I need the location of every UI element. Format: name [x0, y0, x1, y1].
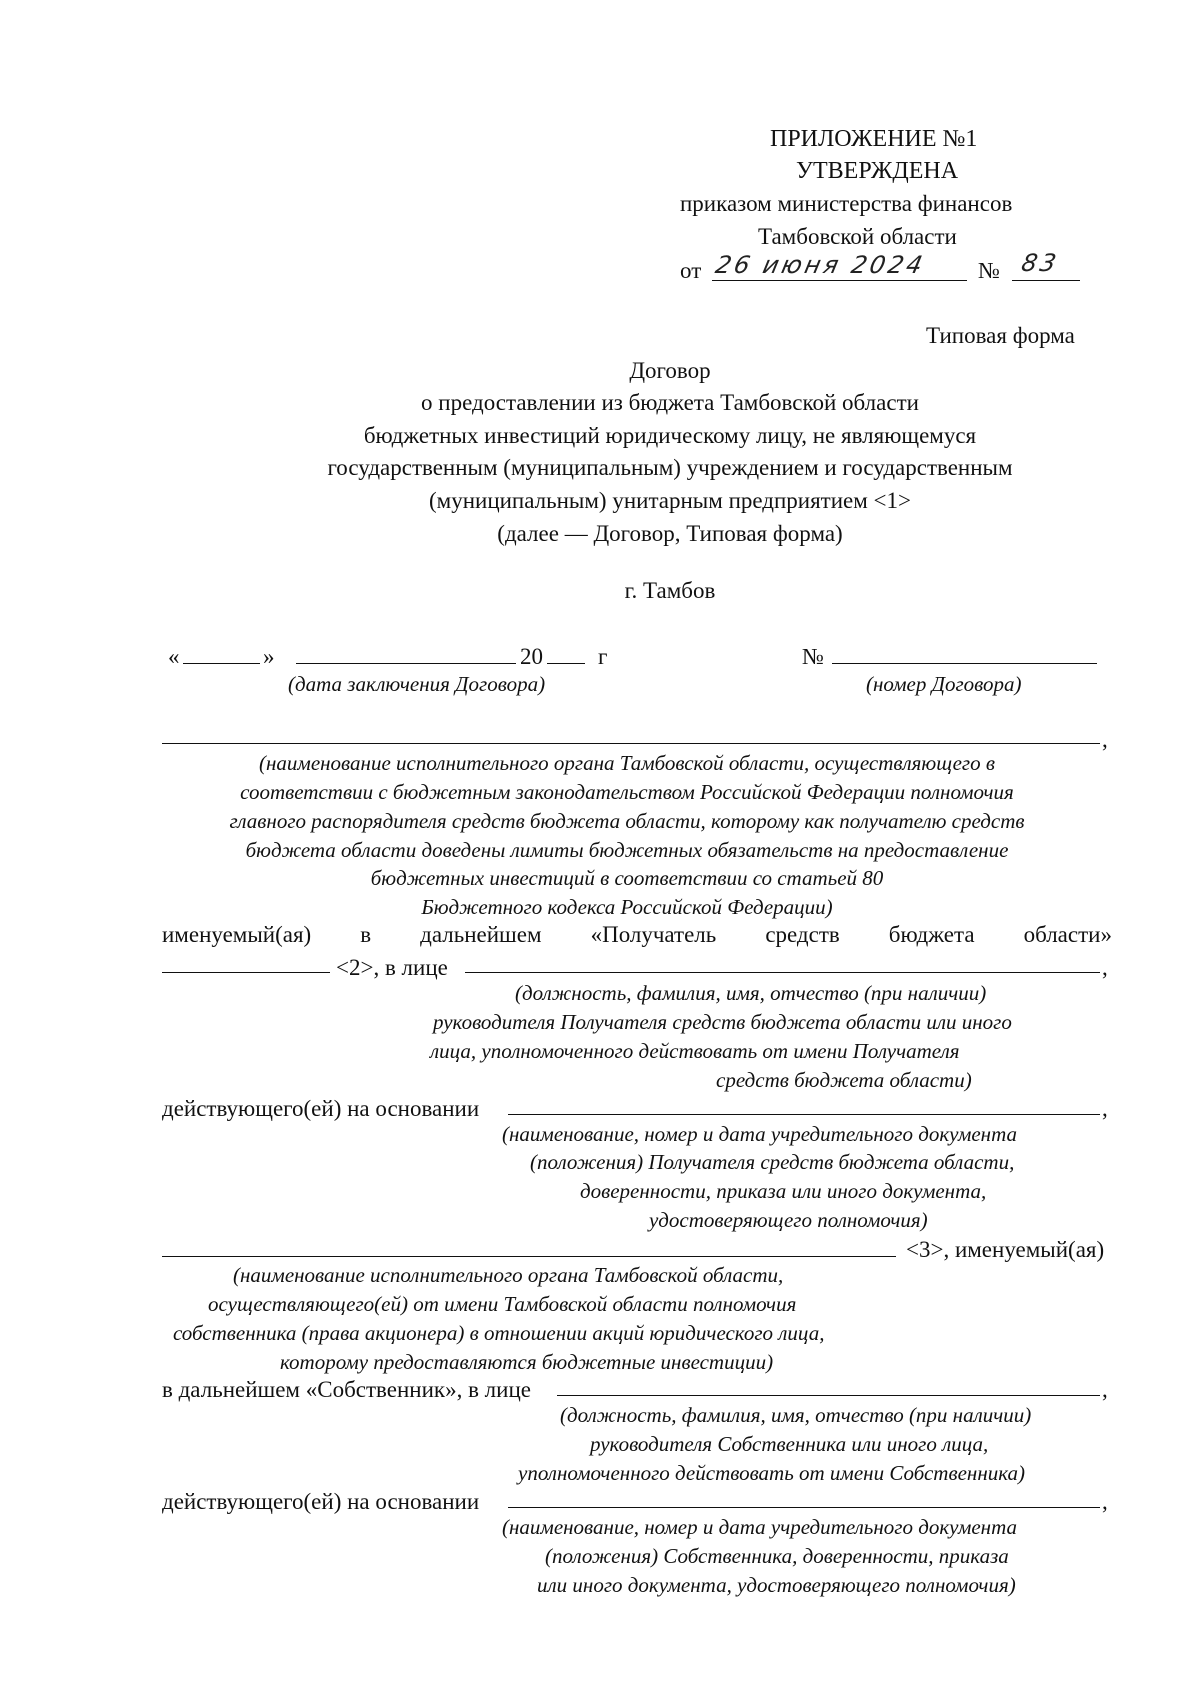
title-line-6: (далее — Договор, Типовая форма): [497, 521, 843, 546]
organ-caption-4: бюджета области доведены лимиты бюджетных обязательств на предоставление: [245, 838, 1009, 862]
acting-basis-label: действующего(ей) на основании: [162, 1096, 480, 1121]
order-number-label: №: [978, 258, 1000, 283]
basis-caption-2: (положения) Получателя средств бюджета области,: [530, 1150, 1015, 1174]
title-line-1: Договор: [629, 358, 711, 383]
year-prefix: 20: [520, 644, 543, 669]
date-quote-open: «: [168, 644, 180, 669]
year-blank: [547, 663, 585, 664]
contract-number-sign: №: [802, 644, 824, 669]
footnote-2-text: <2>, в лице: [336, 955, 448, 980]
owner-organ-caption-4: которому предоставляются бюджетные инвестиции): [280, 1350, 774, 1374]
owner-organ-caption-2: осуществляющего(ей) от имени Тамбовской области полномочия: [208, 1292, 797, 1316]
owner-head-comma: ,: [1102, 1377, 1108, 1402]
basis-caption-3: доверенности, приказа или иного документа,: [580, 1179, 987, 1203]
owner-head-caption-1: (должность, фамилия, имя, отчество (при наличии): [560, 1403, 1032, 1427]
organ-caption-5: бюджетных инвестиций в соответствии со статьей 80: [370, 866, 884, 890]
owner-head-blank: [557, 1395, 1100, 1396]
title-line-5: (муниципальным) унитарным предприятием <1>: [428, 488, 911, 513]
head-caption-4: средств бюджета области): [716, 1068, 972, 1092]
title-line-4: государственным (муниципальным) учреждением и государственным: [327, 455, 1013, 480]
order-line: приказом министерства финансов: [680, 191, 1013, 216]
acting-basis-label-2: действующего(ей) на основании: [162, 1489, 480, 1514]
basis-caption-1: (наименование, номер и дата учредительного документа: [502, 1122, 1018, 1146]
city-label: г. Тамбов: [624, 578, 716, 603]
month-blank: [296, 663, 516, 664]
owner-named-label: в дальнейшем «Собственник», в лице: [162, 1377, 531, 1402]
number-caption: (номер Договора): [866, 672, 1022, 696]
named-word: в: [360, 922, 372, 947]
owner-head-caption-2: руководителя Собственника или иного лица,: [590, 1432, 989, 1456]
day-blank: [183, 663, 260, 664]
owner-head-caption-3: уполномоченного действовать от имени Собственника): [518, 1461, 1026, 1485]
recipient-name-blank: [162, 972, 330, 973]
recipient-head-comma: ,: [1102, 955, 1108, 980]
approved-heading: УТВЕРЖДЕНА: [796, 158, 959, 184]
organ-caption-6: Бюджетного кодекса Российской Федерации): [421, 895, 833, 919]
owner-organ-caption-1: (наименование исполнительного органа Тамбовской области,: [233, 1263, 784, 1287]
named-word: «Получатель: [590, 922, 717, 947]
year-suffix: г: [598, 644, 608, 669]
order-number-blank: [1012, 280, 1080, 281]
owner-basis-caption-2: (положения) Собственника, доверенности, приказа: [545, 1544, 1009, 1568]
contract-number-blank: [832, 663, 1097, 664]
named-recipient-line: [162, 923, 1112, 946]
owner-organ-caption-3: собственника (права акционера) в отношении акций юридического лица,: [173, 1321, 825, 1345]
named-word: именуемый(ая): [162, 922, 312, 947]
named-word: бюджета: [888, 922, 975, 947]
head-caption-1: (должность, фамилия, имя, отчество (при наличии): [515, 981, 987, 1005]
order-number-handwritten: 83: [1019, 249, 1062, 277]
owner-basis-comma: ,: [1102, 1489, 1108, 1514]
title-line-3: бюджетных инвестиций юридическому лицу, не являющемуся: [363, 423, 977, 448]
order-date-handwritten: 26 июня 2024: [713, 251, 928, 279]
head-caption-2: руководителя Получателя средств бюджета области или иного: [433, 1010, 1012, 1034]
form-type-label: Типовая форма: [926, 323, 1075, 348]
organ-blank: [162, 743, 1100, 744]
organ-caption-2: соответствии с бюджетным законодательством Российской Федерации полномочия: [240, 780, 1014, 804]
date-quote-close: »: [263, 644, 275, 669]
recipient-head-blank: [465, 972, 1100, 973]
named-word: средств: [765, 922, 840, 947]
recipient-basis-comma: ,: [1102, 1096, 1108, 1121]
named-word: дальнейшем: [420, 922, 542, 947]
organ-caption-1: (наименование исполнительного органа Тамбовской области, осуществляющего в: [259, 751, 995, 775]
recipient-basis-blank: [508, 1114, 1100, 1115]
head-caption-3: лица, уполномоченного действовать от имени Получателя: [430, 1039, 960, 1063]
owner-basis-blank: [508, 1507, 1100, 1508]
title-line-2: о предоставлении из бюджета Тамбовской области: [421, 390, 919, 415]
appendix-heading: ПРИЛОЖЕНИЕ №1: [770, 126, 978, 152]
order-date-blank: [712, 280, 967, 281]
owner-basis-caption-3: или иного документа, удостоверяющего полномочия): [537, 1573, 1016, 1597]
named-word: области»: [1023, 922, 1112, 947]
date-caption: (дата заключения Договора): [288, 672, 546, 696]
region-line: Тамбовской области: [758, 224, 957, 249]
organ-caption-3: главного распорядителя средств бюджета области, которому как получателю средств: [229, 809, 1025, 833]
footnote-3-text: <3>, именуемый(ая): [906, 1237, 1105, 1262]
owner-organ-blank: [162, 1256, 896, 1257]
basis-caption-4: удостоверяющего полномочия): [649, 1208, 928, 1232]
owner-basis-caption-1: (наименование, номер и дата учредительного документа: [502, 1515, 1018, 1539]
organ-comma: ,: [1102, 727, 1108, 752]
order-from-label: от: [680, 258, 702, 283]
